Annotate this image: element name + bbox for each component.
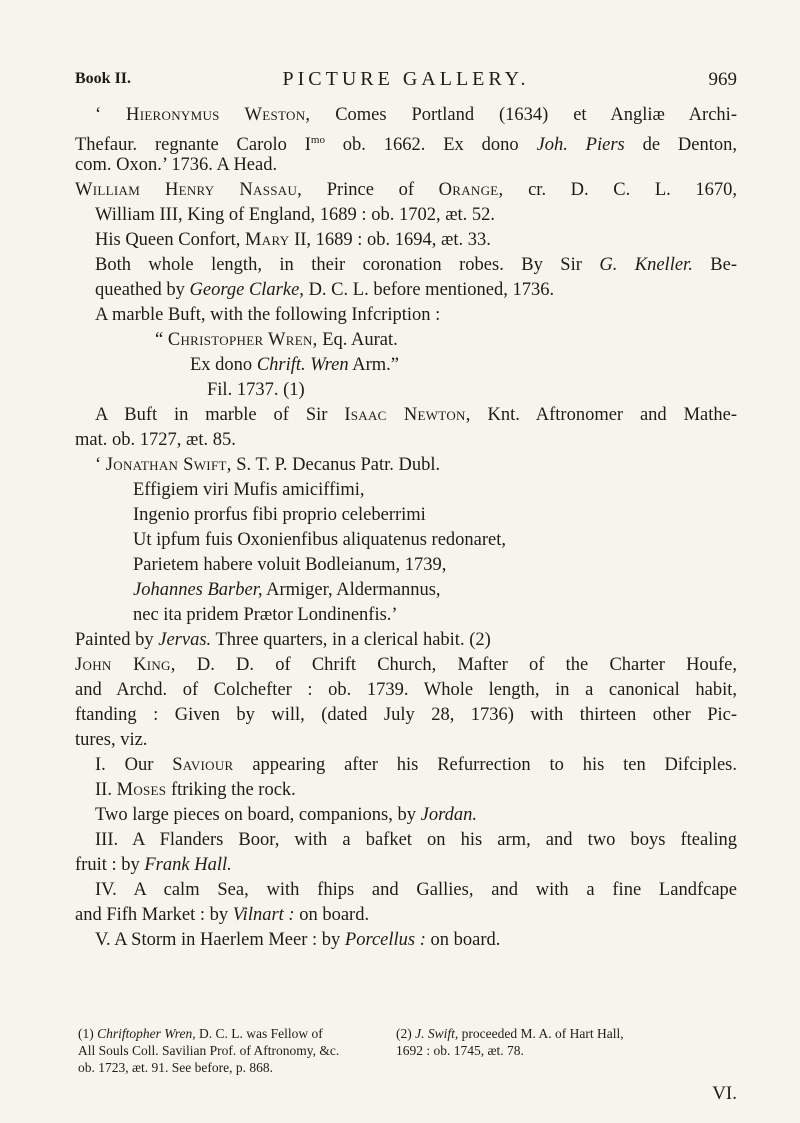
footnote-left: (1) Chriftopher Wren, D. C. L. was Fellow of (78, 1026, 323, 1041)
text-line: ‘ Jonathan Swift, S. T. P. Decanus Patr. Dubl. (95, 455, 441, 475)
text-line: Ut ipfum fuis Oxonienfibus aliquatenus redonaret, (133, 530, 506, 550)
text-run: G. Kneller. (599, 255, 693, 275)
text-line: Thefaur. regnante Carolo $I^{mo}$ ob. 1662. Ex dono Joh. Piers de Denton, (75, 134, 737, 156)
text-line: “ Christopher Wren, Eq. Aurat. (155, 330, 398, 350)
text-line: John King, D. D. of Chrift Church, Mafter of the Charter Houfe, (75, 655, 737, 675)
text-run: Hieronymus Weston, (126, 105, 311, 125)
text-line: nec ita pridem Prætor Londinenfis.’ (133, 605, 398, 625)
running-title: PICTURE GALLERY. (282, 68, 530, 90)
text-line: Parietem habere voluit Bodleianum, 1739, (133, 555, 447, 575)
text-run: Joh. Piers (536, 135, 625, 156)
text-line: mat. ob. 1727, æt. 85. (75, 430, 236, 450)
text-line: Ingenio prorfus fibi proprio celeberrimi (133, 505, 426, 525)
footnote-row (78, 1059, 738, 1076)
text-run: Chriftopher Wren, (97, 1026, 196, 1041)
running-header (75, 68, 737, 98)
text-line: Ex dono Chrift. Wren Arm.” (190, 355, 399, 375)
text-line: queathed by George Clarke, D. C. L. before mentioned, 1736. (95, 280, 555, 300)
text-run: mo (310, 134, 325, 146)
text-run: Vilnart : (232, 905, 295, 925)
text-line: Fil. 1737. (1) (207, 380, 305, 400)
text-run: Porcellus : (344, 930, 426, 950)
text-run: Christopher Wren, (167, 330, 318, 350)
text-run: John King, (75, 655, 176, 675)
main-text (75, 103, 737, 953)
text-run: William Henry Nassau, (75, 180, 303, 200)
text-line: ftanding : Given by will, (dated July 28, 1736) with thirteen other Pic- (75, 705, 737, 725)
text-line: Both whole length, in their coronation robes. By Sir G. Kneller. Be- (95, 255, 737, 275)
text-line: ‘ Hieronymus Weston, Comes Portland (1634) et Angliæ Archi- (95, 105, 737, 125)
text-run: Jervas. (158, 630, 212, 650)
text-line: Effigiem viri Mufis amiciffimi, (133, 480, 365, 500)
text-line: tures, viz. (75, 730, 148, 750)
text-run: J. Swift, (415, 1026, 459, 1041)
footnote-row (78, 1042, 738, 1059)
text-run: Moses (116, 780, 167, 800)
catchword: VI. (712, 1083, 737, 1104)
book-label: Book II. (75, 70, 132, 87)
text-line: A marble Buft, with the following Infcription : (95, 305, 441, 325)
text-line: Johannes Barber, Armiger, Aldermannus, (133, 580, 441, 600)
page-number: 969 (708, 69, 737, 90)
text-run: Chrift. Wren (256, 355, 349, 375)
text-run: Jordan. (420, 805, 477, 825)
text-line: I. Our Saviour appearing after his Refurrection to his ten Difciples. (95, 755, 737, 775)
text-run: Frank Hall. (144, 855, 232, 875)
text-line: fruit : by Frank Hall. (75, 855, 232, 875)
text-line: and Fifh Market : by Vilnart : on board. (75, 905, 370, 925)
text-line: com. Oxon.’ 1736. A Head. (75, 155, 278, 175)
text-line: William III, King of England, 1689 : ob. 1702, æt. 52. (95, 205, 496, 225)
footnotes (78, 1025, 738, 1076)
text-run: Isaac Newton, (344, 405, 471, 425)
text-run: Orange, (438, 180, 504, 200)
text-line: III. A Flanders Boor, with a bafket on his arm, and two boys ftealing (95, 830, 737, 850)
text-line: Two large pieces on board, companions, by Jordan. (95, 805, 477, 825)
text-line: IV. A calm Sea, with fhips and Gallies, and with a fine Landfcape (95, 880, 737, 900)
text-line: V. A Storm in Haerlem Meer : by Porcellus : on board. (95, 930, 501, 950)
text-run: Mary (245, 230, 290, 250)
text-line: II. Moses ftriking the rock. (95, 780, 296, 800)
text-line: His Queen Confort, Mary II, 1689 : ob. 1694, æt. 33. (95, 230, 491, 250)
footnote-left: All Souls Coll. Savilian Prof. of Aftronomy, &c. (78, 1043, 340, 1058)
text-line: William Henry Nassau, Prince of Orange, cr. D. C. L. 1670, (75, 180, 737, 200)
text-line: A Buft in marble of Sir Isaac Newton, Knt. Aftronomer and Mathe- (95, 405, 737, 425)
text-run: Jonathan Swift, (105, 455, 232, 475)
text-run: Saviour (172, 755, 234, 775)
text-line: and Archd. of Colchefter : ob. 1739. Whole length, in a canonical habit, (75, 680, 737, 700)
text-line: Painted by Jervas. Three quarters, in a clerical habit. (2) (75, 630, 491, 650)
footnote-right: (2) J. Swift, proceeded M. A. of Hart Hall, (396, 1026, 624, 1041)
text-run: George Clarke, (189, 280, 304, 300)
footnote-right: 1692 : ob. 1745, æt. 78. (396, 1043, 524, 1058)
footnote-row (78, 1025, 738, 1042)
text-run: Johannes Barber, (133, 580, 263, 600)
footnote-left: ob. 1723, æt. 91. See before, p. 868. (78, 1060, 273, 1075)
